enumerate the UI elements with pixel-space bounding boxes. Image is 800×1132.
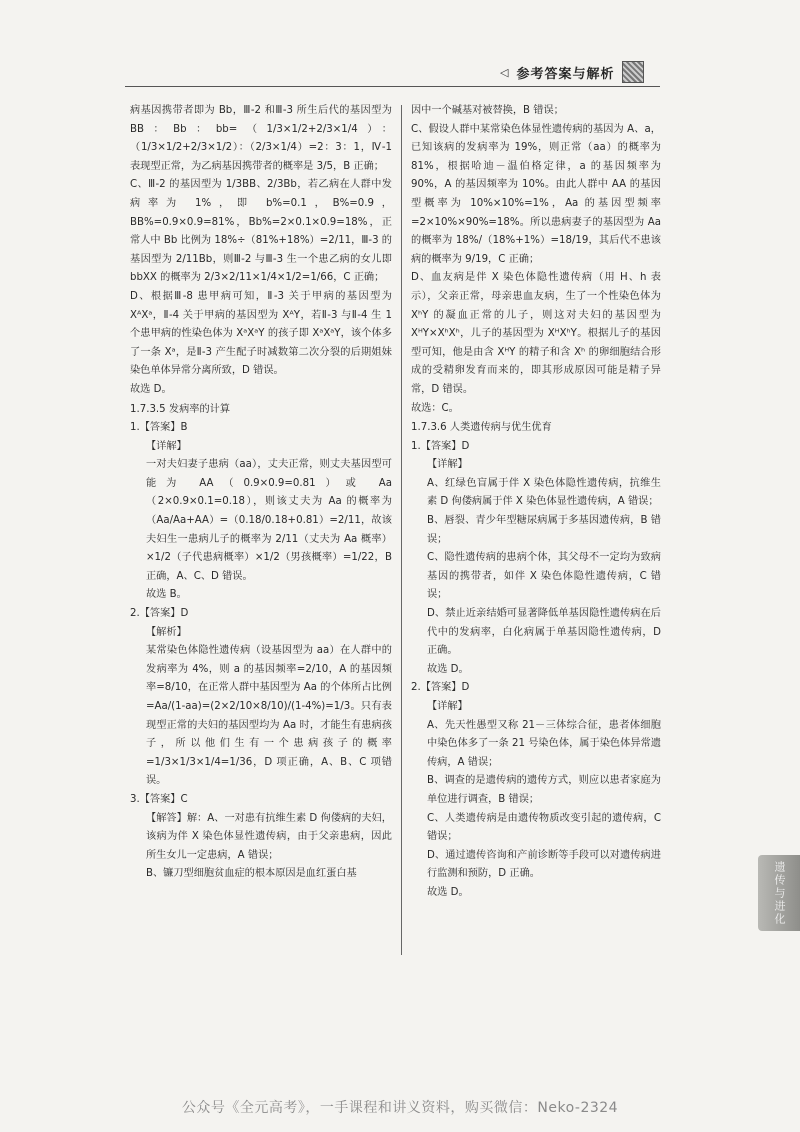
answer-label: 1.【答案】B [130,422,188,434]
header-title: 参考答案与解析 [516,66,615,82]
answer-label: 2.【答案】D [411,682,470,694]
chapter-tab-label: 遗传与进化 [773,860,786,926]
answer-label: 2.【答案】D [130,608,189,620]
paragraph: D、血友病是伴 X 染色体隐性遗传病（用 H、h 表示），父亲正常，母亲患血友病，生了一个性染色体为 XʰY 的凝血正常的儿子，则这对夫妇的基因型为 XᴴY×XʰXʰ，儿子的基因型为 XᴴXʰY。根据儿子的基因型可知，他是由含 XᴴY 的精子和含 Xʰ 的卵细胞结合形成的受精卵发育而来的，即其形成原因可能是精子异常，D 错误。 [411,272,661,395]
section-heading: 1.7.3.6 人类遗传病与优生优育 [411,422,552,434]
paragraph: 因中一个碱基对被替换，B 错误； [411,105,564,116]
paragraph: D、通过遗传咨询和产前诊断等手段可以对遗传病进行监测和预防，D 正确。 [427,849,661,880]
paragraph: D、禁止近亲结婚可显著降低单基因隐性遗传病在后代中的发病率，白化病属于单基因隐性遗传病，D 正确。 [427,608,661,657]
answer-label: 1.【答案】D [411,440,470,452]
paragraph: 故选：C。 [411,402,459,414]
paragraph: 故选 B。 [146,589,187,601]
paragraph: 故选 D。 [427,886,469,898]
paragraph: 故选 D。 [130,383,172,395]
paragraph: 某常染色体隐性遗传病（设基因型为 aa）在人群中的发病率为 4%，则 a 的基因频率=2/10，A 的基因频率=8/10，在正常人群中基因型为 Aa 的个体所占比例=Aa/(1-aa)=(2×2/10×8/10)/(1-4%)=1/3。只有表现型正常的夫妇的基因型均为 Aa 时，才能生有患病孩子，所以他们生有一个患病孩子的概率=1/3×1/3×1/4=1/36，D 项正确，A、B、C 项错误。 [146,645,392,787]
paragraph: 【解答】解：A、一对患有抗维生素 D 佝偻病的夫妇，该病为伴 X 染色体显性遗传病，由于父亲患病，因此所生女儿一定患病，A 错误； [146,812,392,861]
qr-logo-icon [622,61,644,83]
paragraph: C、人类遗传病是由遗传物质改变引起的遗传病，C 错误； [427,812,661,843]
back-arrow-icon: ◁ [500,65,509,79]
paragraph: C、隐性遗传病的患病个体，其父母不一定均为致病基因的携带者，如伴 X 染色体隐性遗传病，C 错误； [427,552,661,601]
paragraph: C、假设人群中某常染色体显性遗传病的基因为 A、a，已知该病的发病率为 19%，则正常（aa）的概率为 81%，根据哈迪－温伯格定律，a 的基因频率为 90%，A 的基因频率为 10%。由此人群中 AA 的基因型概率为 10%×10%=1%，Aa 的基因型频率=2×10%×90%=18%。所以患病妻子的基因型为 Aa 的概率为 18%/（18%+1%）=18/19，其后代不患该病的概率为 9/19，C 正确； [411,123,661,265]
paragraph: C、Ⅲ-2 的基因型为 1/3BB、2/3Bb，若乙病在人群中发病率为 1%，即 b%=0.1，B%=0.9，BB%=0.9×0.9=81%，Bb%=2×0.1×0.9=18%，正常人中 Bb 比例为 18%÷（81%+18%）=2/11，Ⅲ-3 的基因型为 2/11Bb，则Ⅲ-2 与Ⅲ-3 生一个患乙病的女儿即 bbXX 的概率为 2/3×2/11×1/4×1/2=1/66，C 正确； [130,179,392,284]
paragraph: D、根据Ⅲ-8 患甲病可知，Ⅱ-3 关于甲病的基因型为 XᴬXᵃ，Ⅱ-4 关于甲病的基因型为 XᴬY，若Ⅱ-3 与Ⅱ-4 生 1 个患甲病的性染色体为 XᵃXᵃY 的孩子即 XᵃXᵃY，该个体多了一条 Xᵃ，是Ⅱ-3 产生配子时减数第二次分裂的后期姐妹染色单体异常分离所致，D 错误。 [130,290,392,377]
paragraph: A、红绿色盲属于伴 X 染色体隐性遗传病，抗维生素 D 佝偻病属于伴 X 染色体显性遗传病，A 错误； [427,477,661,508]
paragraph: 一对夫妇妻子患病（aa），丈夫正常，则丈夫基因型可能为 AA（0.9×0.9=0.81）或 Aa（2×0.9×0.1=0.18），则该丈夫为 Aa 的概率为（Aa/Aa+AA）=（0.18/0.18+0.81）=2/11，故该夫妇生一患病儿子的概率为 2/11（丈夫为 Aa 概率）×1/2（子代患病概率）×1/2（男孩概率）=1/22，B 正确，A、C、D 错误。 [146,459,392,582]
answer-label: 3.【答案】C [130,793,188,805]
explanation-label: 【解析】 [146,626,187,638]
header-rule [125,86,660,87]
right-column [411,102,661,903]
page-header [500,60,660,84]
explanation-label: 【详解】 [146,440,187,452]
watermark-footer: 公众号《全元高考》，一手课程和讲义资料，购买微信：Neko-2324 [181,1100,619,1116]
column-divider [401,105,402,955]
chapter-side-tab [758,855,800,931]
paragraph: A、先天性愚型又称 21－三体综合征，患者体细胞中染色体多了一条 21 号染色体，属于染色体异常遗传病，A 错误； [427,719,661,768]
explanation-label: 【详解】 [427,701,468,712]
paragraph: B、调查的是遗传病的遗传方式，则应以患者家庭为单位进行调查，B 错误； [427,775,661,805]
left-column [130,102,392,884]
paragraph: 病基因携带者即为 Bb，Ⅲ-2 和Ⅲ-3 所生后代的基因型为 BB：Bb：bb=（1/3×1/2+2/3×1/4）：（1/3×1/2+2/3×1/2）：（2/3×1/4）=2：3：1，Ⅳ-1 表现型正常，为乙病基因携带者的概率是 3/5，B 正确； [130,105,392,172]
paragraph: B、唇裂、青少年型糖尿病属于多基因遗传病，B 错误； [427,515,661,545]
paragraph: B、镰刀型细胞贫血症的根本原因是血红蛋白基 [146,868,357,880]
section-heading: 1.7.3.5 发病率的计算 [130,403,231,415]
explanation-label: 【详解】 [427,459,468,471]
paragraph: 故选 D。 [427,663,469,675]
